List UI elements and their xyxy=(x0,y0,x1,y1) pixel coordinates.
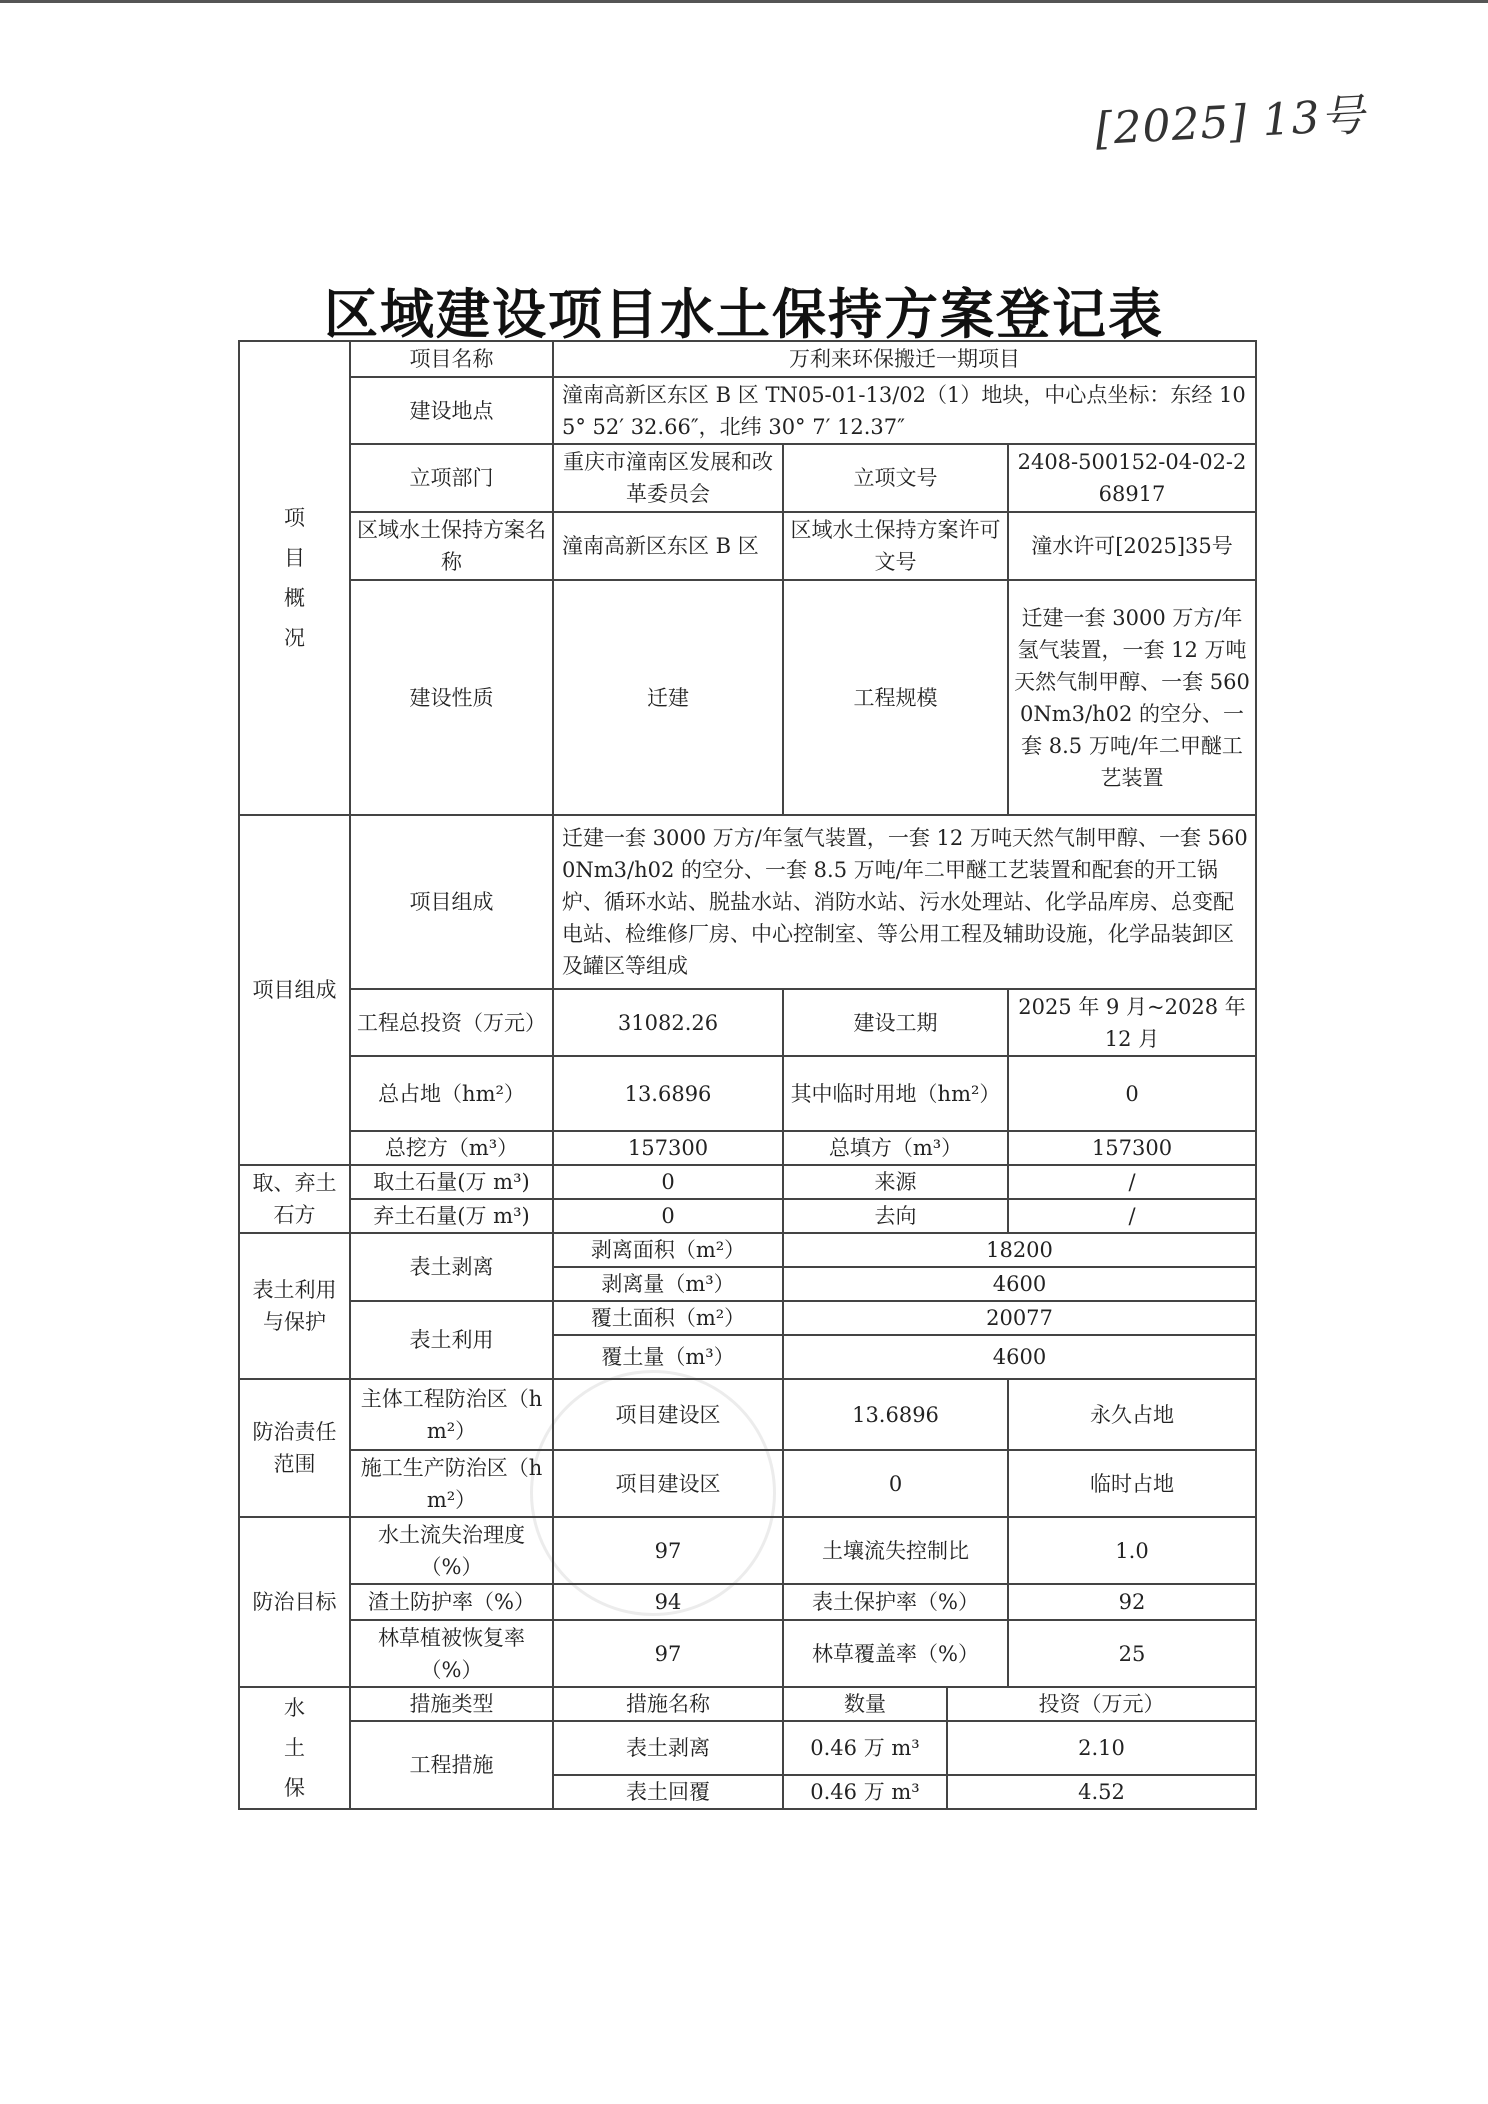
investment: 31082.26 xyxy=(553,989,783,1056)
section-borrow-spoil: 取、弃土石方 xyxy=(239,1165,350,1233)
strip-area: 18200 xyxy=(783,1233,1256,1267)
label: 其中临时用地（hm²） xyxy=(783,1056,1008,1131)
value: 97 xyxy=(553,1620,783,1687)
source: / xyxy=(1008,1165,1256,1199)
label: 林草覆盖率（%） xyxy=(783,1620,1008,1687)
label: 建设性质 xyxy=(350,580,553,815)
section-targets: 防治目标 xyxy=(239,1517,350,1687)
label: 总填方（m³） xyxy=(783,1131,1008,1165)
label: 弃土石量(万 m³) xyxy=(350,1199,553,1233)
label: 覆土量（m³） xyxy=(553,1335,783,1379)
label: 表土剥离 xyxy=(350,1233,553,1301)
header: 措施名称 xyxy=(553,1687,783,1721)
label: 取土石量(万 m³) xyxy=(350,1165,553,1199)
label: 渣土防护率（%） xyxy=(350,1584,553,1620)
label: 项目组成 xyxy=(350,815,553,989)
value: 1.0 xyxy=(1008,1517,1256,1584)
cover-area: 20077 xyxy=(783,1301,1256,1335)
label: 主体工程防治区（hm²） xyxy=(350,1379,553,1450)
label: 建设地点 xyxy=(350,377,553,444)
label: 立项部门 xyxy=(350,444,553,512)
main-zone: 项目建设区 xyxy=(553,1379,783,1450)
header: 投资（万元） xyxy=(947,1687,1256,1721)
label: 建设工期 xyxy=(783,989,1008,1056)
location: 潼南高新区东区 B 区 TN05-01-13/02（1）地块，中心点坐标：东经 105° 52′ 32.66″，北纬 30° 7′ 12.37″ xyxy=(553,377,1256,444)
borrow: 0 xyxy=(553,1165,783,1199)
label: 工程规模 xyxy=(783,580,1008,815)
label: 区域水土保持方案许可文号 xyxy=(783,512,1008,580)
section-responsibility: 防治责任范围 xyxy=(239,1379,350,1517)
handwritten-doc-number: [2025] 13号 xyxy=(1094,89,1367,156)
measure-type: 工程措施 xyxy=(350,1721,553,1809)
label: 工程总投资（万元） xyxy=(350,989,553,1056)
cover-volume: 4600 xyxy=(783,1335,1256,1379)
header: 数量 xyxy=(783,1687,947,1721)
project-name: 万利来环保搬迁一期项目 xyxy=(553,341,1256,377)
value: 97 xyxy=(553,1517,783,1584)
main-area: 13.6896 xyxy=(783,1379,1008,1450)
main-type: 永久占地 xyxy=(1008,1379,1256,1450)
measure-quantity: 0.46 万 m³ xyxy=(783,1721,947,1775)
area: 13.6896 xyxy=(553,1056,783,1131)
measure-name: 表土剥离 xyxy=(553,1721,783,1775)
approval-no: 2408-500152-04-02-268917 xyxy=(1008,444,1256,512)
construction-type: 临时占地 xyxy=(1008,1450,1256,1517)
measure-quantity: 0.46 万 m³ xyxy=(783,1775,947,1809)
dept: 重庆市潼南区发展和改革委员会 xyxy=(553,444,783,512)
section-measures: 水土保 xyxy=(239,1687,350,1809)
permit-no: 潼水许可[2025]35号 xyxy=(1008,512,1256,580)
destination: / xyxy=(1008,1199,1256,1233)
label: 施工生产防治区（hm²） xyxy=(350,1450,553,1517)
label: 去向 xyxy=(783,1199,1008,1233)
page-title: 区域建设项目水土保持方案登记表 xyxy=(324,283,1164,346)
fill: 157300 xyxy=(1008,1131,1256,1165)
label: 水土流失治理度（%） xyxy=(350,1517,553,1584)
scale: 迁建一套 3000 万方/年氢气装置，一套 12 万吨天然气制甲醇、一套 5600Nm3/h02 的空分、一套 8.5 万吨/年二甲醚工艺装置 xyxy=(1008,580,1256,815)
construction-area: 0 xyxy=(783,1450,1008,1517)
page-edge xyxy=(0,0,1488,3)
label: 总挖方（m³） xyxy=(350,1131,553,1165)
label: 覆土面积（m²） xyxy=(553,1301,783,1335)
label: 剥离量（m³） xyxy=(553,1267,783,1301)
construction-zone: 项目建设区 xyxy=(553,1450,783,1517)
spoil: 0 xyxy=(553,1199,783,1233)
measure-investment: 4.52 xyxy=(947,1775,1256,1809)
label: 土壤流失控制比 xyxy=(783,1517,1008,1584)
label: 立项文号 xyxy=(783,444,1008,512)
label: 表土保护率（%） xyxy=(783,1584,1008,1620)
label: 项目名称 xyxy=(350,341,553,377)
nature: 迁建 xyxy=(553,580,783,815)
section-composition: 项目组成 xyxy=(239,815,350,1165)
temp-area: 0 xyxy=(1008,1056,1256,1131)
label: 区域水土保持方案名称 xyxy=(350,512,553,580)
excavation: 157300 xyxy=(553,1131,783,1165)
label: 表土利用 xyxy=(350,1301,553,1379)
label: 林草植被恢复率（%） xyxy=(350,1620,553,1687)
measure-name: 表土回覆 xyxy=(553,1775,783,1809)
strip-volume: 4600 xyxy=(783,1267,1256,1301)
period: 2025 年 9 月~2028 年 12 月 xyxy=(1008,989,1256,1056)
components: 迁建一套 3000 万方/年氢气装置，一套 12 万吨天然气制甲醇、一套 5600Nm3/h02 的空分、一套 8.5 万吨/年二甲醚工艺装置和配套的开工锅炉、循环水站、脱盐水站、消防水站、污水处理站、化学品库房、总变配电站、检维修厂房、中心控制室、等公用工程及辅助设施，化学品装卸区及罐区等组成 xyxy=(553,815,1256,989)
label: 总占地（hm²） xyxy=(350,1056,553,1131)
label: 剥离面积（m²） xyxy=(553,1233,783,1267)
value: 25 xyxy=(1008,1620,1256,1687)
value: 94 xyxy=(553,1584,783,1620)
section-overview: 项目概况 xyxy=(239,341,350,815)
value: 92 xyxy=(1008,1584,1256,1620)
plan-name: 潼南高新区东区 B 区 xyxy=(553,512,783,580)
label: 来源 xyxy=(783,1165,1008,1199)
registration-table xyxy=(238,340,1257,1810)
header: 措施类型 xyxy=(350,1687,553,1721)
measure-investment: 2.10 xyxy=(947,1721,1256,1775)
section-topsoil: 表土利用与保护 xyxy=(239,1233,350,1379)
